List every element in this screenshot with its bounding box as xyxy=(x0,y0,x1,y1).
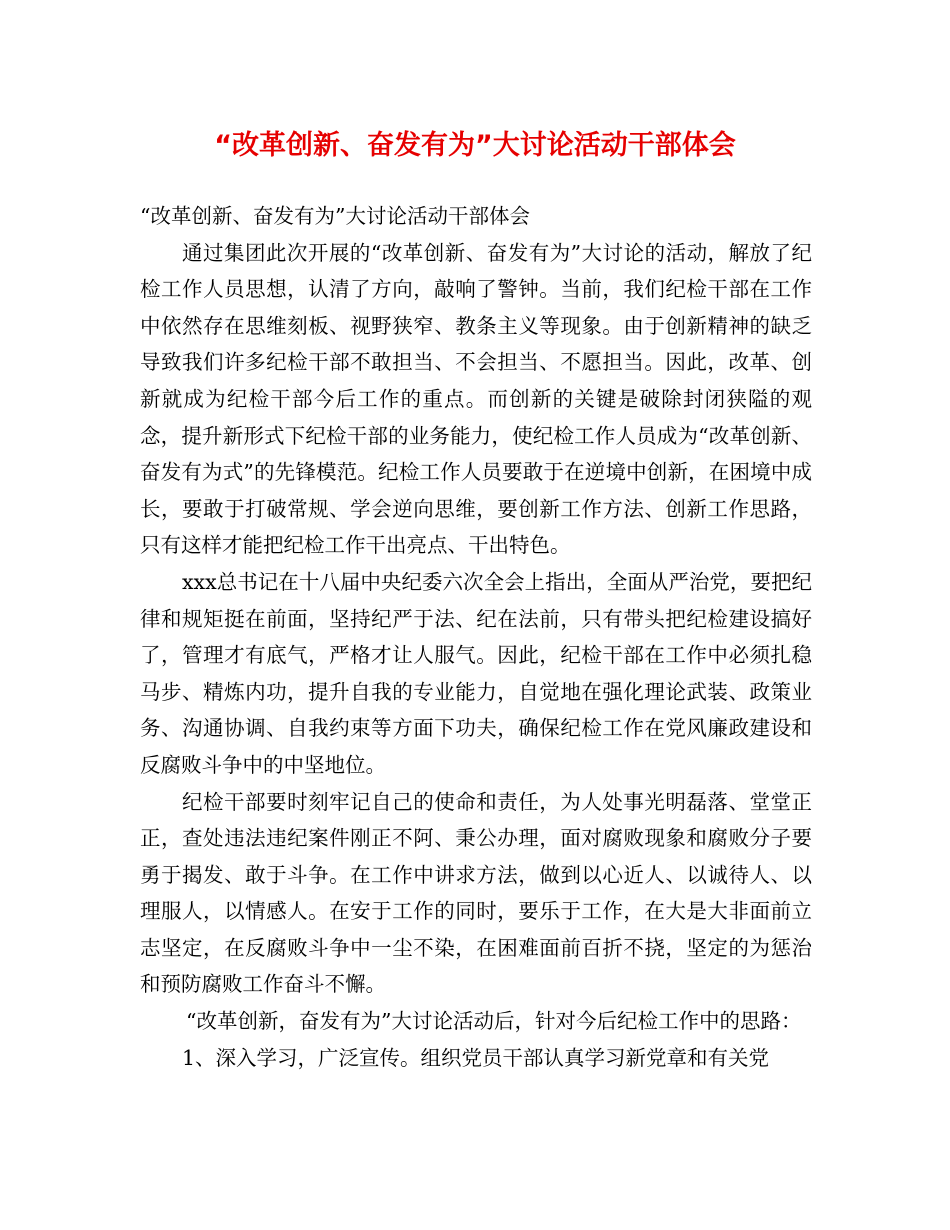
document-subtitle: “改革创新、奋发有为”大讨论活动干部体会 xyxy=(140,204,530,228)
paragraph-2: xxx总书记在十八届中央纪委六次全会上指出，全面从严治党，要把纪律和规矩挺在前面，坚持纪严于法、纪在法前，只有带头把纪检建设搞好了，管理才有底气，严格才让人服气。因此，纪检干部在工作中必须扎稳马步、精炼内功，提升自我的专业能力，自觉地在强化理论武装、政策业务、沟通协调、自我约束等方面下功夫，确保纪检工作在党风廉政建设和反腐败斗争中的中坚地位。 xyxy=(140,569,812,777)
document-title: “改革创新、奋发有为”大讨论活动干部体会 xyxy=(214,130,736,161)
document-body xyxy=(140,198,812,1076)
paragraph-3: 纪检干部要时刻牢记自己的使命和责任，为人处事光明磊落、堂堂正正，查处违法违纪案件刚正不阿、秉公办理，面对腐败现象和腐败分子要勇于揭发、敢于斗争。在工作中讲求方法，做到以心近人、以诚待人、以理服人，以情感人。在安于工作的同时，要乐于工作，在大是大非面前立志坚定，在反腐败斗争中一尘不染，在困难面前百折不挠，坚定的为惩治和预防腐败工作奋斗不懈。 xyxy=(140,789,812,997)
paragraph-4: “改革创新，奋发有为”大讨论活动后，针对今后纪检工作中的思路： xyxy=(186,1009,802,1034)
paragraph-5: 1、深入学习，广泛宣传。组织党员干部认真学习新党章和有关党 xyxy=(182,1045,770,1070)
paragraph-1: 通过集团此次开展的“改革创新、奋发有为”大讨论的活动，解放了纪检工作人员思想，认清了方向，敲响了警钟。当前，我们纪检干部在工作中依然存在思维刻板、视野狭窄、教条主义等现象。由于创新精神的缺乏导致我们许多纪检干部不敢担当、不会担当、不愿担当。因此，改革、创新就成为纪检干部今后工作的重点。而创新的关键是破除封闭狭隘的观念，提升新形式下纪检干部的业务能力，使纪检工作人员成为“改革创新、奋发有为式”的先锋模范。纪检工作人员要敢于在逆境中创新，在困境中成长，要敢于打破常规、学会逆向思维，要创新工作方法、创新工作思路，只有这样才能把纪检工作干出亮点、干出特色。 xyxy=(140,240,812,558)
